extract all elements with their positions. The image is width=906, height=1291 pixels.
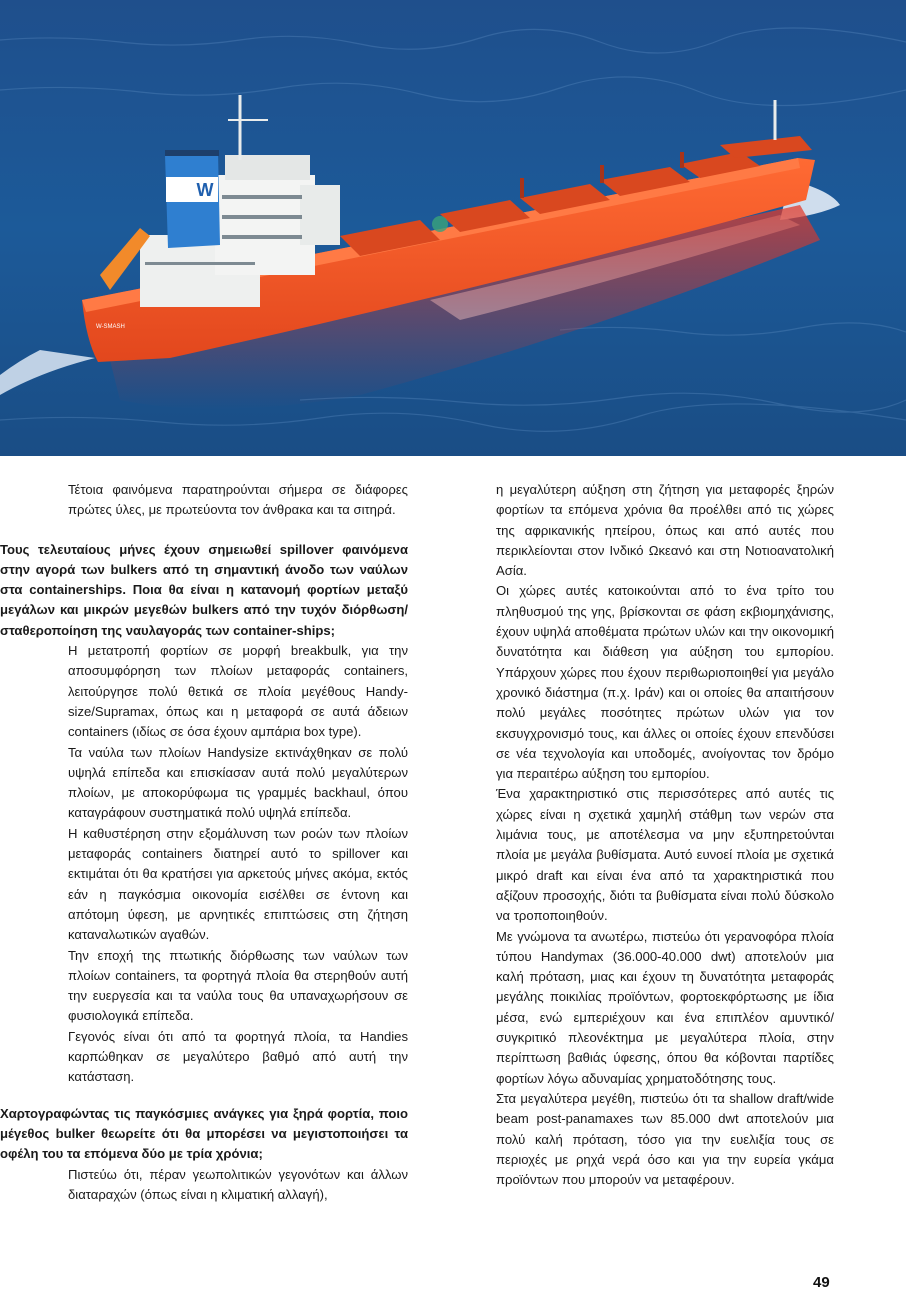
answer-1-paragraph-4: Την εποχή της πτωτικής διόρθωσης των ναύλων των πλοίων containers, τα φορτηγά πλοία θα στερηθούν αυτή την ευεργεσία και τα ναύλα τους θα υπαναχωρήσουν σε φυσιολογικά επίπεδα. (68, 947, 408, 1024)
page-number: 49 (813, 1274, 830, 1291)
answer-1-paragraph-2: Τα ναύλα των πλοίων Handysize εκτινάχθηκαν σε πολύ υψηλά επίπεδα και επισκίασαν αυτά πολύ μεγαλύτερων πλοίων, με αποκορύφωμα τις γραμμές backhaul, όπου καταγράφουν συστηματικά πολύ υψηλά επίπεδα. (68, 744, 408, 821)
right-paragraph-1: η μεγαλύτερη αύξηση στη ζήτηση για μεταφορές ξηρών φορτίων τα επόμενα χρόνια θα προέλθει από τις χώρες της αφρικανικής ηπείρου, όπως και από αυτές που περικλείονται στον Ινδικό Ωκεανό και στη Νοτιοανατολική Ασία. (496, 482, 834, 579)
right-paragraph-3: Ένα χαρακτηριστικό στις περισσότερες από αυτές τις χώρες είναι η σχετικά χαμηλή στάθμη των νερών στα λιμάνια τους, με αποτέλεσμα να μην εξυπηρετούνται πλοία με μεγάλα βυθίσματα. Αυτό ευνοεί πλοία με σχετικά μικρό draft και είναι ένα από τα χαρακτηριστικά που αξίζουν προσοχής, διότι τα βυθίσματα είναι πολύ δύσκολο να τροποποιηθούν. (496, 786, 834, 924)
answer-1-paragraph-5: Γεγονός είναι ότι από τα φορτηγά πλοία, τα Handies καρπώθηκαν σε μεγαλύτερο βαθμό από αυτή την κατάσταση. (68, 1028, 408, 1085)
question-2: Χαρτογραφώντας τις παγκόσμιες ανάγκες για ξηρά φορτία, ποιο μέγεθος bulker θεωρείτε ότι θα μπορέσει να μεγιστοποιήσει τα οφέλη του τα επόμενα δύο με τρία χρόνια; (0, 1105, 408, 1162)
question-1: Τους τελευταίους μήνες έχουν σημειωθεί spillover φαινόμενα στην αγορά των bulkers από τη σημαντική άνοδο των ναύλων στα containerships. Ποια θα είναι η κατανομή φορτίων μεταξύ μεγάλων και μικρών μεγεθών bulkers από την τυχόν διόρθωση/σταθεροποίηση της ναυλαγοράς των container-ships; (0, 541, 408, 638)
right-paragraph-4: Με γνώμονα τα ανωτέρω, πιστεύω ότι γερανοφόρα πλοία τύπου Handymax (36.000-40.000 dwt) αποτελούν μια καλή πρόταση, μιας και έχουν τη δυνατότητα μεταφοράς μεγάλης ποικιλίας προϊόντων, φορτοεκφόρτωσης με ίδια μέσα, ενώ εμπεριέχουν και ένα επιπλέον αμυντικό/συγκριτικό πλεονέκτημα με μεγαλύτερα πλοία, στην περίπτωση βαθιάς ύφεσης, όπου θα κόβονται παρτίδες φορτίων λόγω αδυναμίας χρηματοδότησης τους. (496, 928, 834, 1086)
intro-paragraph: Τέτοια φαινόμενα παρατηρούνται σήμερα σε διάφορες πρώτες ύλες, με πρωτεύοντα τον άνθρακα και τα σιτηρά. (68, 482, 408, 518)
answer-2-start: Πιστεύω ότι, πέραν γεωπολιτικών γεγονότων και άλλων διαταραχών (όπως είναι η κλιματική αλλαγή), (68, 1166, 408, 1202)
answer-1-paragraph-3: Η καθυστέρηση στην εξομάλυνση των ροών των πλοίων μεταφοράς containers διατηρεί αυτό το spillover και εκτιμάται ότι θα κρατήσει για αρκετούς μήνες ακόμα, εκτός εάν η παγκόσμια οικονομία εισέλθει σε έντονη και απότομη ύφεση, με αρνητικές επιπτώσεις στη ζήτηση καταναλωτικών αγαθών. (68, 825, 408, 943)
funnel-logo: W (196, 180, 214, 200)
bow-name: W-SMASH (96, 324, 125, 330)
answer-1-paragraph-1: Η μετατροπή φορτίων σε μορφή breakbulk, για την αποσυμφόρηση των πλοίων μεταφοράς containers, λειτούργησε πολύ θετικά σε πλοία μεγέθους Handy-size/Supramax, όπως και η μεταφορά σε αυτά άδειων containers (ιδίως σε όσα έχουν αμπάρια box type). (68, 643, 408, 740)
right-column (496, 480, 834, 1190)
right-paragraph-2: Οι χώρες αυτές κατοικούνται από το ένα τρίτο του πληθυσμού της γης, βρίσκονται σε φάση εκβιομηχάνισης, έχουν υψηλά αποθέματα πρώτων υλών και την οικονομική δυνατότητα και διάθεση για αύξηση του εμπορίου. Υπάρχουν χώρες που έχουν περιθωριοποιηθεί για μεγάλο χρονικό διάστημα (π.χ. Ιράν) και οι οποίες θα απαιτήσουν πολύ μεγάλες ποσότητες πρώτων υλών για τον εκσυγχρονισμό τους, και άλλες οι οποίες έχουν επενδύσει σε νέα τεχνολογία και υποδομές, ανοίγοντας τον δρόμο για περαιτέρω αύξηση του εμπορίου. (496, 583, 834, 782)
left-column (0, 480, 408, 1205)
right-paragraph-5: Στα μεγαλύτερα μεγέθη, πιστεύω ότι τα shallow draft/wide beam post-panamaxes των 85.000 dwt αποτελούν μια πολύ καλή πρόταση, τόσο για την ευελιξία τους σε περιοχές με ρηχά νερά όσο και για την ευρεία γκάμα προϊόντων που μπορούν να μεταφέρουν. (496, 1090, 834, 1188)
ship-photo (0, 0, 906, 456)
